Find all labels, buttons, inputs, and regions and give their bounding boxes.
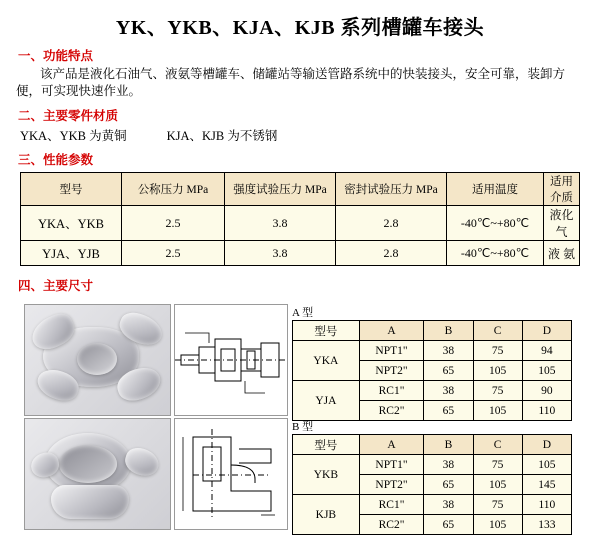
cell-medium: 液化气 [544, 206, 580, 241]
col-nominal-pressure: 公称压力 MPa [122, 173, 225, 206]
col-model: 型号 [21, 173, 122, 206]
material-right: KJA、KJB 为不锈钢 [166, 129, 278, 143]
col-model: 型号 [293, 321, 360, 341]
cell-d: 133 [522, 515, 571, 535]
cell-c: 105 [473, 361, 522, 381]
cell-model: YKB [293, 455, 360, 495]
cell-c: 75 [473, 381, 522, 401]
cell-b: 38 [424, 341, 473, 361]
section-heading-performance: 三、性能参数 [18, 153, 94, 167]
cell-a: NPT1" [359, 341, 424, 361]
cell-model: KJB [293, 495, 360, 535]
cell-model: YJA、YJB [21, 241, 122, 266]
type-b-label: B 型 [292, 421, 314, 433]
cell-d: 110 [522, 495, 571, 515]
cell-c: 105 [473, 515, 522, 535]
cell-a: RC2" [359, 515, 424, 535]
section-heading-material: 二、主要零件材质 [18, 109, 119, 123]
table-row [293, 381, 572, 401]
section-heading-dimensions: 四、主要尺寸 [18, 279, 94, 293]
cell-a: RC2" [359, 401, 424, 421]
cell-c: 75 [473, 495, 522, 515]
cell-d: 145 [522, 475, 571, 495]
cell-b: 65 [424, 361, 473, 381]
cell-d: 94 [522, 341, 571, 361]
technical-drawing-type-a [174, 304, 288, 416]
col-temperature: 适用温度 [447, 173, 544, 206]
table-header-row [293, 321, 572, 341]
cell-b: 65 [424, 515, 473, 535]
dimension-table-type-a [292, 320, 572, 421]
col-medium: 适用介质 [544, 173, 580, 206]
table-row [293, 341, 572, 361]
cell-seal-pressure: 2.8 [336, 206, 447, 241]
col-strength-pressure: 强度试验压力 MPa [225, 173, 336, 206]
col-seal-pressure: 密封试验压力 MPa [336, 173, 447, 206]
table-row [293, 455, 572, 475]
features-text: 该产品是液化石油气、液氨等槽罐车、储罐站等输送管路系统中的快装接头，安全可靠，装卸方便，可实现快速作业。 [16, 67, 566, 98]
section-heading-features: 一、功能特点 [18, 49, 94, 63]
page-title: YK、YKB、KJA、KJB 系列槽罐车接头 [115, 17, 485, 39]
cell-c: 75 [473, 455, 522, 475]
cell-b: 38 [424, 455, 473, 475]
col-b: B [424, 321, 473, 341]
cell-nominal-pressure: 2.5 [122, 241, 225, 266]
col-a: A [359, 321, 424, 341]
table-row [293, 495, 572, 515]
col-d: D [522, 435, 571, 455]
col-d: D [522, 321, 571, 341]
cell-d: 105 [522, 361, 571, 381]
cell-model: YKA [293, 341, 360, 381]
cell-d: 110 [522, 401, 571, 421]
col-c: C [473, 435, 522, 455]
cell-strength-pressure: 3.8 [225, 241, 336, 266]
table-header-row [21, 173, 580, 206]
cell-c: 75 [473, 341, 522, 361]
col-b: B [424, 435, 473, 455]
col-c: C [473, 321, 522, 341]
dimension-table-type-b [292, 434, 572, 535]
cell-d: 105 [522, 455, 571, 475]
cell-medium: 液 氨 [544, 241, 580, 266]
technical-drawing-type-b [174, 418, 288, 530]
table-header-row [293, 435, 572, 455]
cell-c: 105 [473, 401, 522, 421]
product-photo-type-a [24, 304, 171, 416]
cell-b: 65 [424, 475, 473, 495]
cell-temperature: -40℃~+80℃ [447, 241, 544, 266]
cell-model: YJA [293, 381, 360, 421]
cell-a: RC1" [359, 381, 424, 401]
material-line [20, 126, 600, 144]
cell-model: YKA、YKB [21, 206, 122, 241]
cell-a: NPT2" [359, 475, 424, 495]
cell-seal-pressure: 2.8 [336, 241, 447, 266]
col-model: 型号 [293, 435, 360, 455]
cell-nominal-pressure: 2.5 [122, 206, 225, 241]
material-left: YKA、YKB 为黄铜 [20, 129, 127, 143]
cell-d: 90 [522, 381, 571, 401]
cell-a: NPT2" [359, 361, 424, 381]
table-row [21, 206, 580, 241]
cell-b: 38 [424, 381, 473, 401]
table-row [21, 241, 580, 266]
cell-b: 65 [424, 401, 473, 421]
performance-table [20, 172, 580, 266]
cell-temperature: -40℃~+80℃ [447, 206, 544, 241]
col-a: A [359, 435, 424, 455]
cell-b: 38 [424, 495, 473, 515]
cell-c: 105 [473, 475, 522, 495]
cell-a: RC1" [359, 495, 424, 515]
type-a-label: A 型 [292, 307, 314, 319]
cell-strength-pressure: 3.8 [225, 206, 336, 241]
product-photo-type-b [24, 418, 171, 530]
cell-a: NPT1" [359, 455, 424, 475]
